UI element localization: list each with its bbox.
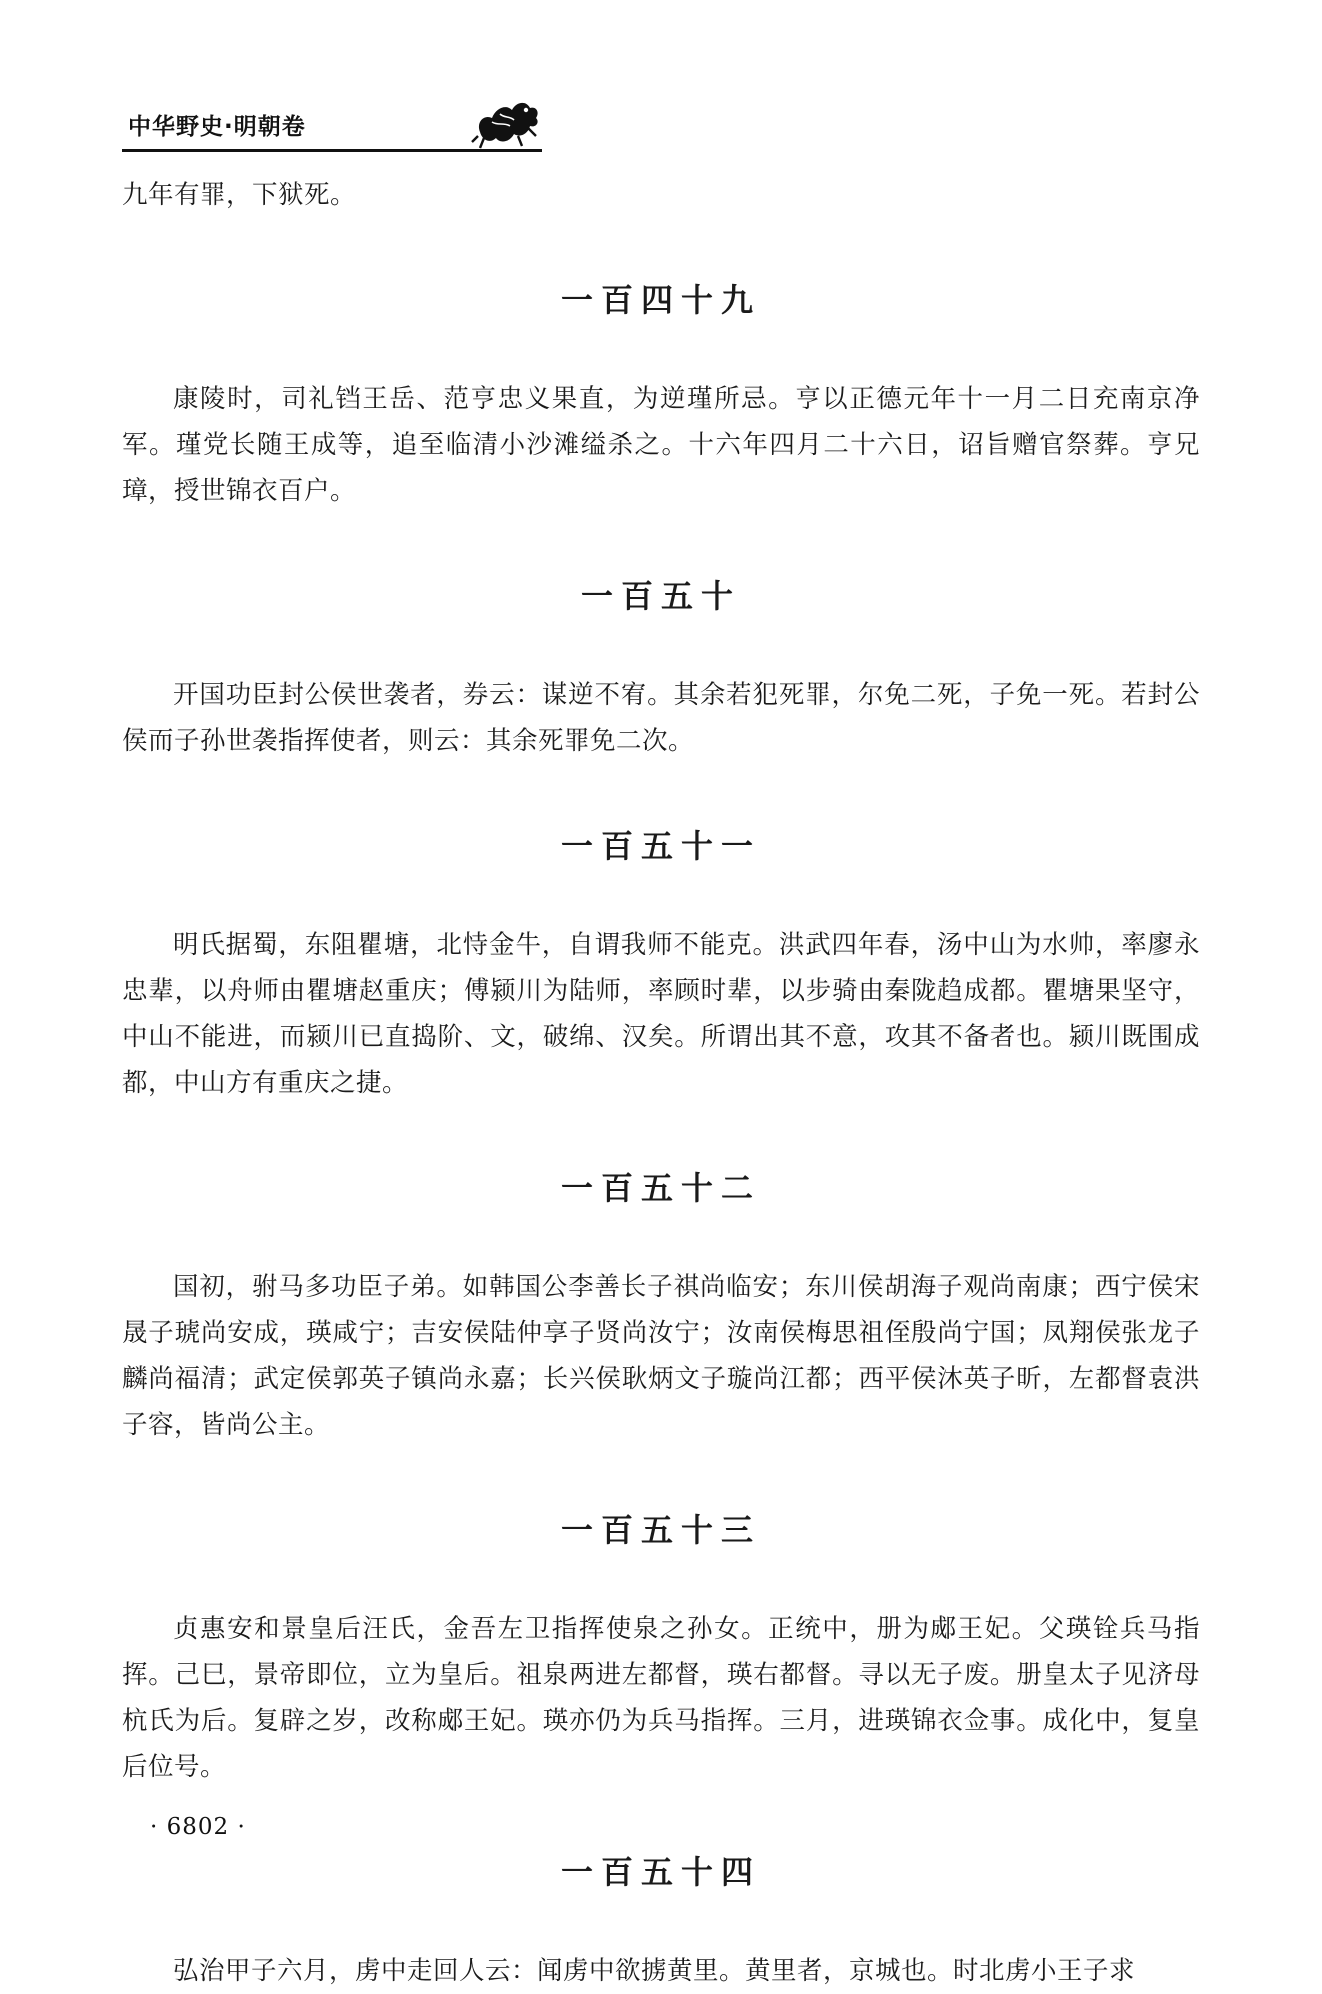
section-title-149: 一百四十九 bbox=[560, 281, 761, 319]
section-title-151: 一百五十一 bbox=[560, 827, 761, 865]
section-152-paragraph: 国初，驸马多功臣子弟。如韩国公李善长子祺尚临安；东川侯胡海子观尚南康；西宁侯宋晟子琥尚安成，瑛咸宁；吉安侯陆仲享子贤尚汝宁；汝南侯梅思祖侄殷尚宁国；凤翔侯张龙子麟尚福清；武定侯郭英子镇尚永嘉；长兴侯耿炳文子璇尚江都；西平侯沐英子昕，左都督袁洪子容，皆尚公主。 bbox=[122, 1272, 1200, 1440]
page-number: · 6802 · bbox=[150, 1814, 246, 1840]
section-title-152: 一百五十二 bbox=[560, 1169, 761, 1207]
section-154-paragraph: 弘治甲子六月，虏中走回人云：闻虏中欲掳黄里。黄里者，京城也。时北虏小王子求 bbox=[173, 1956, 1136, 1986]
intro-paragraph: 九年有罪，下狱死。 bbox=[122, 180, 357, 210]
section-150-paragraph: 开国功臣封公侯世袭者，券云：谋逆不宥。其余若犯死罪，尔免二死，子免一死。若封公侯而子孙世袭指挥使者，则云：其余死罪免二次。 bbox=[122, 680, 1200, 756]
section-title-153: 一百五十三 bbox=[560, 1511, 761, 1549]
section-title-154: 一百五十四 bbox=[560, 1853, 761, 1891]
dragon-emblem-icon bbox=[470, 92, 542, 152]
section-149-paragraph: 康陵时，司礼铛王岳、范亨忠义果直，为逆瑾所忌。亨以正德元年十一月二日充南京净军。瑾党长随王成等，追至临清小沙滩缢杀之。十六年四月二十六日，诏旨赠官祭葬。亨兄璋，授世锦衣百户。 bbox=[122, 384, 1200, 506]
section-title-150: 一百五十 bbox=[580, 577, 741, 615]
page-body bbox=[122, 172, 1200, 1994]
running-header bbox=[122, 92, 542, 152]
header-rule bbox=[122, 149, 542, 152]
section-153-paragraph: 贞惠安和景皇后汪氏，金吾左卫指挥使泉之孙女。正统中，册为郕王妃。父瑛铨兵马指挥。己巳，景帝即位，立为皇后。祖泉两进左都督，瑛右都督。寻以无子废。册皇太子见济母杭氏为后。复辟之岁，改称郕王妃。瑛亦仍为兵马指挥。三月，进瑛锦衣佥事。成化中，复皇后位号。 bbox=[122, 1614, 1200, 1782]
section-151-paragraph: 明氏据蜀，东阻瞿塘，北恃金牛，自谓我师不能克。洪武四年春，汤中山为水帅，率廖永忠辈，以舟师由瞿塘赵重庆；傅颍川为陆师，率顾时辈，以步骑由秦陇趋成都。瞿塘果坚守，中山不能进，而颍川已直捣阶、文，破绵、汉矣。所谓出其不意，攻其不备者也。颍川既围成都，中山方有重庆之捷。 bbox=[122, 930, 1200, 1098]
book-title: 中华野史·明朝卷 bbox=[128, 114, 306, 140]
